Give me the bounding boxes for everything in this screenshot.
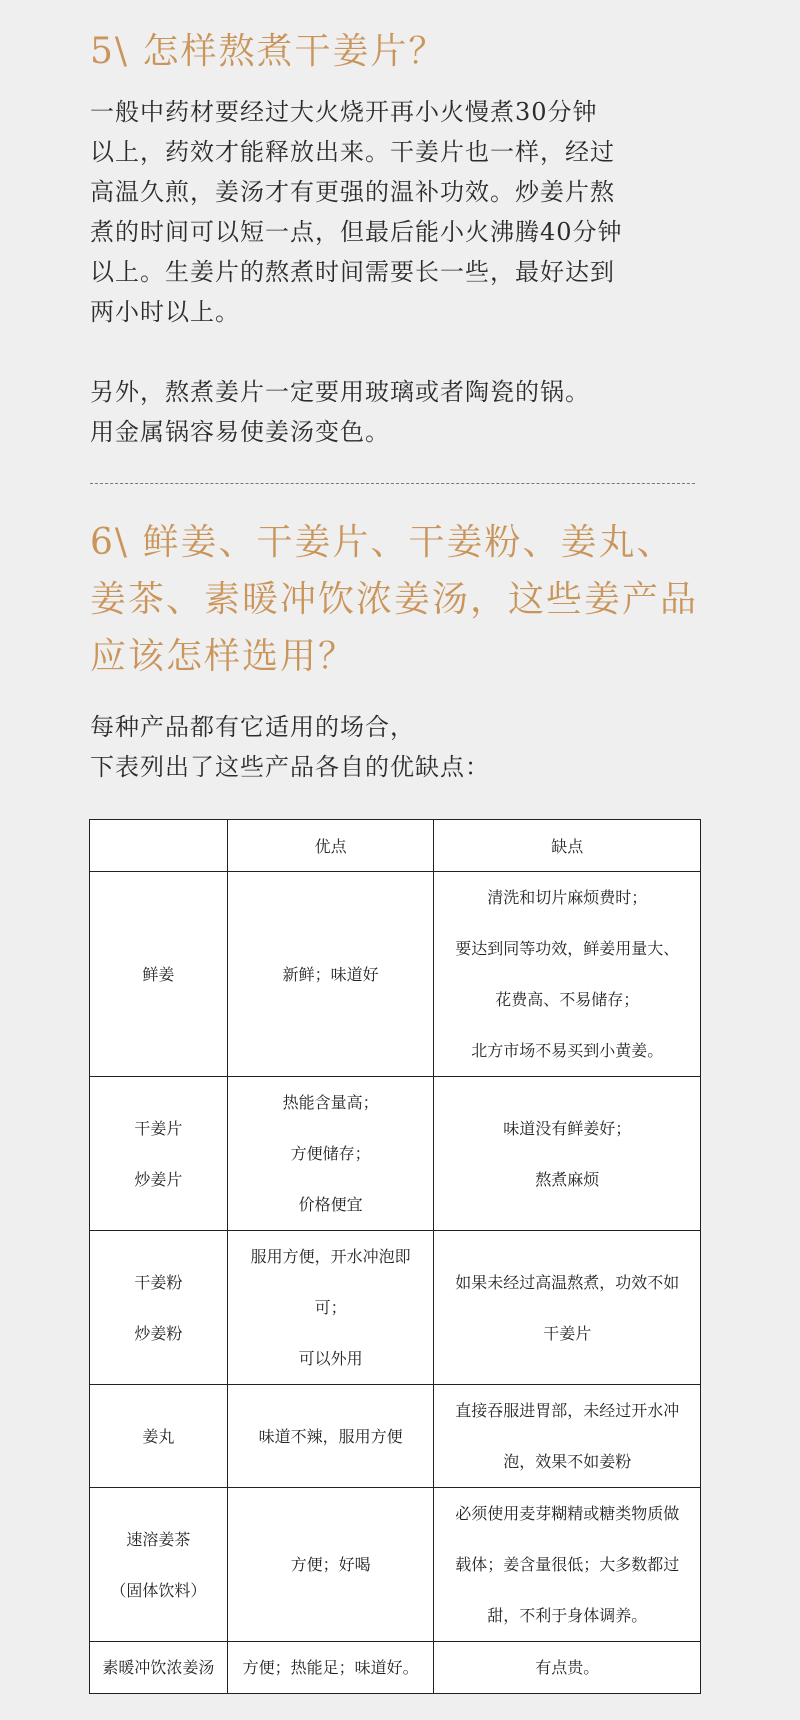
cell-line: 北方市场不易买到小黄姜。 [471,1041,664,1060]
dotted-divider [90,483,695,484]
cell-line: 热能含量高； [282,1093,379,1112]
cell-line: 如果未经过高温熬煮，功效不如 [455,1272,680,1292]
cell-line: 清洗和切片麻烦费时； [487,888,648,907]
pros-cell [227,1231,434,1385]
table-row [90,872,701,1077]
cell-line: 服用方便，开水冲泡即可； [250,1247,411,1317]
title-line: 姜茶、素暖冲饮浓姜汤，这些姜产品 [90,579,699,620]
product-cell [90,1488,228,1642]
cell-line: （固体饮料） [110,1580,207,1600]
cons-cell [434,872,701,1077]
text-line: 每种产品都有它适用的场合， [90,713,415,741]
cons-cell [434,1642,701,1694]
cell-line: 甜，不利于身体调养。 [487,1606,648,1625]
cell-line: 味道不辣，服用方便 [258,1426,403,1446]
text-line: 煮的时间可以短一点，但最后能小火沸腾40分钟 [90,218,623,246]
cell-line: 方便；好喝 [290,1555,371,1574]
cons-cell [434,1077,701,1231]
table-row [90,1642,701,1694]
table-row [90,1077,701,1231]
cell-line: 炒姜片 [134,1169,183,1189]
cell-line: 花费高、不易储存； [495,990,640,1009]
text-line: 高温久煎，姜汤才有更强的温补功效。炒姜片熬 [90,178,615,206]
title-line: 应该怎样选用？ [90,636,357,677]
product-cell [90,872,228,1077]
cell-line: 新鲜；味道好 [282,964,379,984]
pros-cell [227,1642,434,1694]
comparison-table [89,819,701,1694]
product-cell [90,1642,228,1694]
cell-line: 泡，效果不如姜粉 [503,1452,632,1471]
text-line: 一般中药材要经过大火烧开再小火慢煮30分钟 [90,98,598,126]
table-header-row [90,820,701,872]
title-line: 6\ 鲜姜、干姜片、干姜粉、姜丸、 [90,522,675,563]
cell-line: 方便；热能足；味道好。 [242,1658,419,1677]
pros-cell [227,1077,434,1231]
header-cell-empty [90,820,228,872]
cell-line: 必须使用麦芽糊精或糖类物质做 [455,1504,680,1523]
cell-line: 素暖冲饮浓姜汤 [102,1658,215,1677]
cell-line: 直接吞服进胃部，未经过开水冲 [455,1401,680,1420]
text-line: 以上，药效才能释放出来。干姜片也一样，经过 [90,138,615,166]
section-5-paragraph-1 [90,92,720,332]
text-line: 用金属锅容易使姜汤变色。 [90,418,390,446]
product-cell [90,1385,228,1488]
pros-cell [227,1385,434,1488]
text-line: 下表列出了这些产品各自的优缺点： [90,753,490,781]
product-cell [90,1077,228,1231]
cons-cell [434,1231,701,1385]
cell-line: 价格便宜 [298,1195,363,1214]
table-row [90,1488,701,1642]
cell-line: 方便储存； [290,1144,371,1163]
pros-cell [227,872,434,1077]
cell-line: 干姜粉 [134,1272,183,1292]
cell-line: 速溶姜茶 [126,1529,191,1549]
cons-cell [434,1488,701,1642]
text-line: 两小时以上。 [90,298,240,326]
text-line: 另外，熬煮姜片一定要用玻璃或者陶瓷的锅。 [90,378,590,406]
pros-cell [227,1488,434,1642]
table-row [90,1385,701,1488]
cell-line: 味道没有鲜姜好； [503,1118,632,1138]
cell-line: 有点贵。 [535,1658,600,1677]
text-line: 以上。生姜片的熬煮时间需要长一些，最好达到 [90,258,615,286]
cell-line: 炒姜粉 [134,1323,183,1343]
cell-line: 载体；姜含量很低；大多数都过 [455,1555,680,1574]
table-row [90,1231,701,1385]
cell-line: 干姜片 [543,1323,592,1343]
section-5-title: 5\ 怎样熬煮干姜片？ [90,31,447,72]
product-cell [90,1231,228,1385]
cell-line: 干姜片 [134,1118,183,1138]
section-6-title [90,514,790,685]
cons-cell [434,1385,701,1488]
header-cell-pros: 优点 [227,820,434,872]
cell-line: 可以外用 [298,1349,363,1368]
section-5-paragraph-2 [90,372,720,452]
section-6-intro [90,707,720,787]
header-cell-cons: 缺点 [434,820,701,872]
cell-line: 熬煮麻烦 [535,1169,600,1189]
cell-line: 要达到同等功效，鲜姜用量大、 [455,939,680,958]
cell-line: 鲜姜 [142,964,175,984]
cell-line: 姜丸 [142,1426,175,1446]
